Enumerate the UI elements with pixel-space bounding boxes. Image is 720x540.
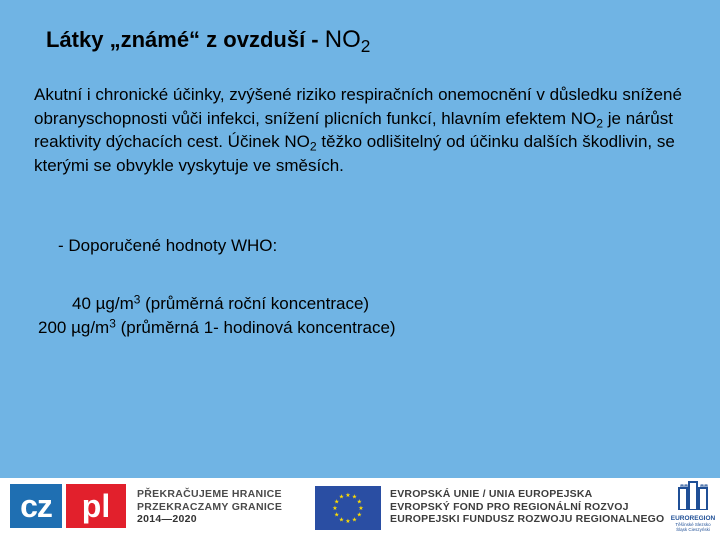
euroregion-line-2: Śląsk Cieszyński [676,527,710,532]
who-heading: - Doporučené hodnoty WHO: [58,236,278,255]
eu-star-icon: ★ [345,493,351,499]
logo-cz: cz [10,484,62,528]
value-hourly-unit-exponent: 3 [109,316,116,331]
eu-line-1: EVROPSKÁ UNIE / UNIA EUROPEJSKA [390,488,593,500]
eu-star-icon: ★ [338,494,345,501]
euroregion-line-1: Těšínské Slezsko [675,522,711,527]
value-annual [72,294,369,314]
eu-star-icon: ★ [345,519,351,525]
eu-star-icon: ★ [332,506,338,512]
eu-star-icon: ★ [356,512,362,519]
paragraph-part-3: těžko odlišitelný od účinku dalších škodlivin, se kterými se obvykle vyskytuje ve směsích. [34,132,675,175]
eu-text [390,488,664,526]
eu-star-icon: ★ [351,494,358,501]
logo-pl: pl [66,484,126,528]
formula-subscript: 2 [360,36,371,57]
castle-tower-icon [675,480,711,510]
value-annual-number: 40 µg/m [72,294,134,313]
paragraph-part-2: je nárůst reaktivity dýchacích cest. Účinek NO [34,108,673,151]
value-hourly-description: (průměrná 1- hodinová koncentrace) [115,318,396,337]
eu-star-icon: ★ [358,506,364,512]
eu-line-3: EUROPEJSKI FUNDUSZ ROZWOJU REGIONALNEGO [390,513,665,525]
value-hourly-number: 200 µg/m [38,318,110,337]
formula-base: NO [324,26,361,53]
paragraph-part-1: Akutní i chronické účinky, zvýšené riziko respiračních onemocnění v důsledku snížené obranyschopnosti vůči infekci, snížení plicních funkcí, hlavním efektem NO [34,85,682,128]
value-annual-unit-exponent: 3 [133,292,141,307]
eu-star-icon: ★ [334,499,340,506]
eu-star-icon: ★ [356,499,362,506]
euroregion-logo [668,480,718,538]
program-line-1: PŘEKRAČUJEME HRANICE [137,488,282,500]
eu-star-icon: ★ [334,512,340,519]
value-annual-description: (průměrná roční koncentrace) [140,294,370,313]
effects-paragraph [34,83,684,177]
footer-logo-bar [0,478,720,540]
value-hourly [38,318,396,338]
euroregion-name: EUROREGION [670,515,716,522]
program-text [137,488,282,526]
program-years: 2014—2020 [137,513,197,525]
eu-flag-icon [315,486,381,530]
czpl-logo [10,484,126,528]
paragraph-subscript-2: 2 [309,139,317,154]
slide-title [46,26,371,57]
title-text: Látky „známé“ z ovzduší - [46,27,319,52]
eu-star-icon: ★ [338,517,345,524]
paragraph-subscript-1: 2 [596,116,604,131]
program-line-2: PRZEKRACZAMY GRANICE [137,500,283,513]
eu-star-icon: ★ [351,517,358,524]
title-formula [324,26,371,57]
eu-line-2: EVROPSKÝ FOND PRO REGIONÁLNÍ ROZVOJ [390,500,629,513]
